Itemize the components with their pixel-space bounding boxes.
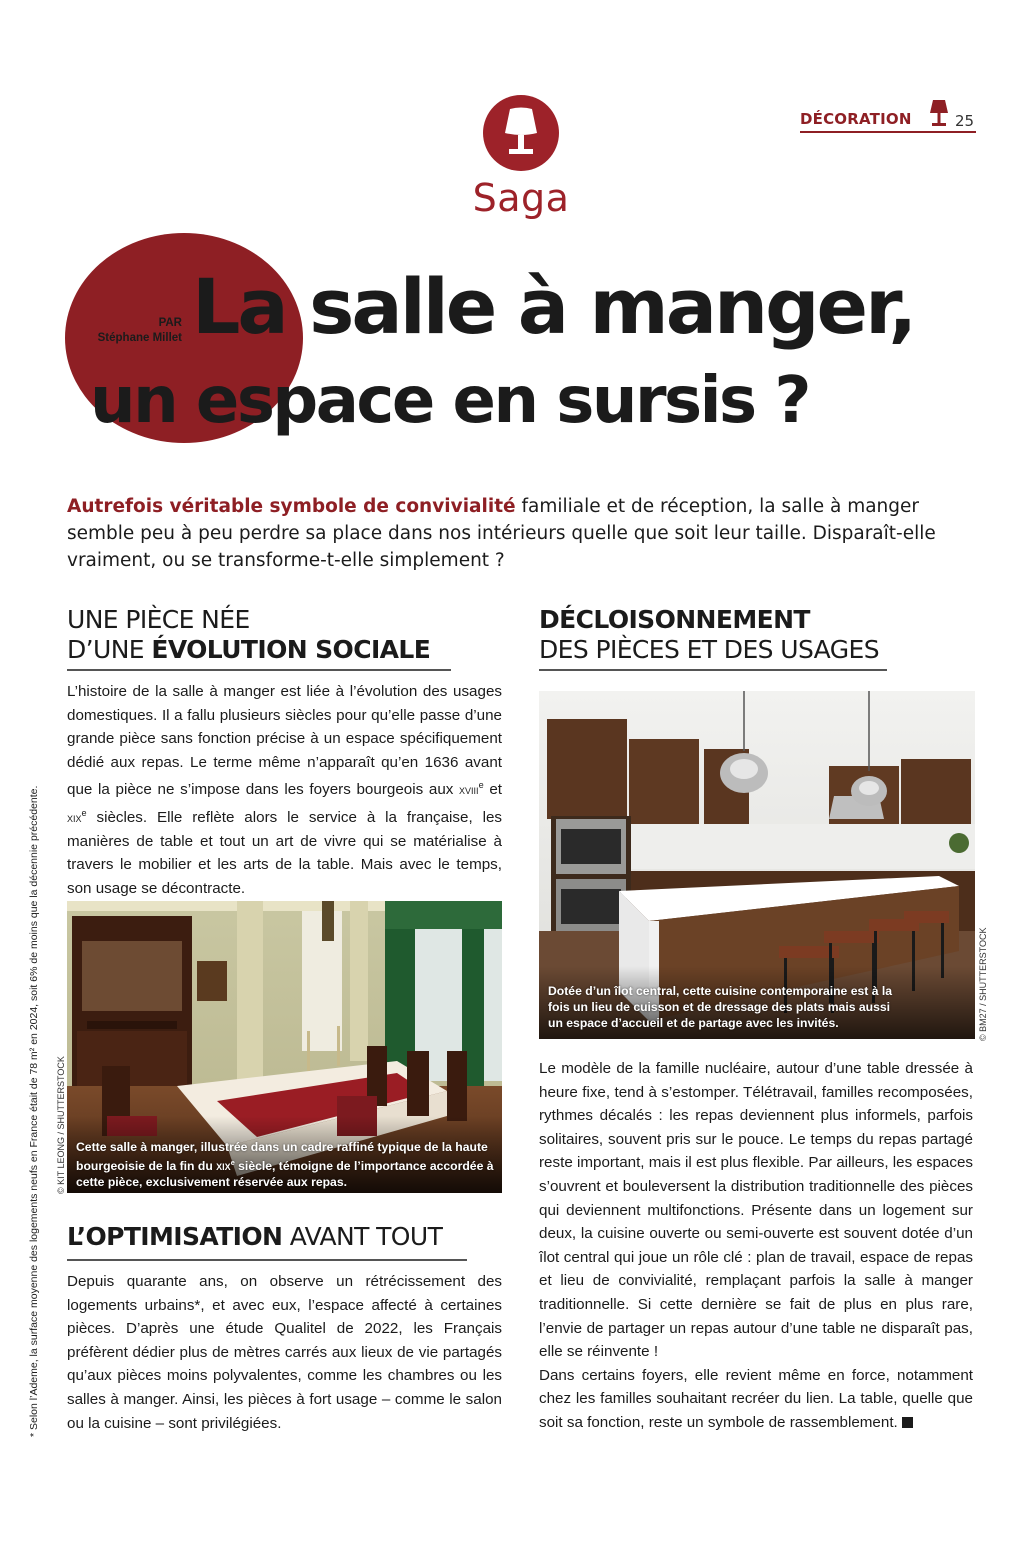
dining-room-photo <box>67 901 502 1193</box>
heading-bold: L’OPTIMISATION <box>67 1222 283 1251</box>
body-text: L’histoire de la salle à manger est liée à l’évolution des usages domestiques. Il a fallu plusieurs siècles pour qu’elle passe d’une grande pièce sans fonction précise à un espace spécifiquement dédié aux repas. Le terme même n’apparaît qu’en 1636 avant que la pièce ne s’impose dans les foyers bourgeois aux <box>67 683 502 799</box>
body-text: siècles. Elle reflète alors le service à la française, les manières de table et tout un art de vivre qui se matérialise à travers le mobilier et les arts de la table. Mais avec le temps, son usage se décontracte. <box>67 809 502 897</box>
heading-rule <box>67 669 451 671</box>
section3-body <box>539 1057 973 1435</box>
author-name: Stéphane Millet <box>97 332 182 344</box>
photo2-credit: © BM27 / SHUTTERSTOCK <box>978 927 988 1041</box>
century-numeral: xviii <box>459 782 479 798</box>
section-label: DÉCORATION <box>800 110 912 128</box>
body-text: Le modèle de la famille nucléaire, autour d’une table dressée à heure fixe, tend à s’estomper. Télétravail, familles recomposées, rythmes décalés : les repas deviennent plus informels, parfois solitaires, souvent pris sur le pouce. Le temps du repas partagé reste important, mais il est plus flexible. Par ailleurs, les espaces s’ouvrent et bouleversent la distribution traditionnelle des pièces qui deviennent multifonctions. Présente dans un logement sur deux, la cuisine ouverte ou semi-ouverte est souvent dotée d’un îlot central qui joue un rôle clé : plan de travail, espace de repas et lieu de convivialité, remplaçant parfois la salle à manger traditionnelle. Si cette dernière se fait de plus en plus rare, l’envie de partager un repas autour d’une table ne disparaît pas, elle se réinvente ! <box>539 1060 973 1361</box>
heading-rule <box>539 669 887 671</box>
headline-line1: La salle à manger, <box>192 262 915 351</box>
end-mark <box>902 1417 913 1428</box>
section-heading-decloisonnement <box>539 605 969 665</box>
century-numeral: xix <box>216 1159 231 1174</box>
rubric-logo <box>483 95 559 171</box>
body-text: Dans certains foyers, elle revient même en force, notamment chez les familles souhaitant recréer du lien. La table, quelle que soit sa fonction, reste un symbole de rassemblement. <box>539 1366 973 1431</box>
section-heading-social <box>67 605 457 665</box>
heading-light: AVANT TOUT <box>282 1222 443 1251</box>
photo1-caption <box>76 1139 496 1190</box>
section1-body <box>67 680 502 900</box>
section-rule <box>800 131 976 133</box>
century-numeral: xix <box>67 810 82 826</box>
lamp-icon <box>929 99 949 129</box>
rubric-title: Saga <box>472 176 570 220</box>
heading-rule <box>67 1259 467 1261</box>
kitchen-photo <box>539 691 975 1039</box>
page-number: 25 <box>955 112 975 130</box>
photo1-credit: © KIT LEONG / SHUTTERSTOCK <box>56 1056 66 1194</box>
heading-line2-light: D’UNE <box>67 635 152 664</box>
photo2-caption: Dotée d’un îlot central, cette cuisine contemporaine est à la fois un lieu de cuisson et de dressage des plats mais aussi un espace d’accueil et de partage avec les invités. <box>548 984 893 1030</box>
headline-line2: un espace en sursis ? <box>90 364 810 438</box>
heading-line2-bold: ÉVOLUTION SOCIALE <box>151 635 431 664</box>
body-text: Depuis quarante ans, on observe un rétrécissement des logements urbains*, et avec eux, l’espace affecté à certaines pièces. D’après une étude Qualitel de 2022, les Français préfèrent dédier plus de mètres carrés aux lieux de vie partagés qu’aux pièces moins polyvalentes, comme les chambres ou les salles à manger. Ainsi, les pièces à fort usage – comme le salon ou la cuisine – sont privilégiées. <box>67 1273 502 1432</box>
footnote: * Selon l’Ademe, la surface moyenne des logements neufs en France était de 78 m² en 2024, soit 6% de moins que la décennie précédente. <box>28 785 40 1437</box>
standfirst-lead: Autrefois véritable symbole de convivialité <box>67 496 516 517</box>
heading-line1: DÉCLOISONNEMENT <box>539 605 810 634</box>
section2-body <box>67 1270 502 1435</box>
ordinal-sup: e <box>230 1158 235 1167</box>
heading-line1: UNE PIÈCE NÉE <box>67 605 250 634</box>
ordinal-sup: e <box>478 780 484 791</box>
lamp-icon <box>501 107 541 159</box>
standfirst <box>67 493 987 574</box>
heading-line2: DES PIÈCES ET DES USAGES <box>539 635 879 664</box>
ordinal-sup: e <box>81 808 87 819</box>
caption-text: Cette salle à manger, illustrée dans un cadre raffiné typique de la haute bourgeoisie de la fin du <box>76 1140 488 1174</box>
byline-prefix: PAR <box>158 317 182 329</box>
standfirst-text: familiale et de réception, la salle à manger semble peu à peu perdre sa place dans nos intérieurs quelle que soit leur taille. Disparaît-elle vraiment, ou se transforme-t-elle simplement ? <box>67 496 936 571</box>
section-heading-optimisation <box>67 1222 487 1252</box>
body-text: et <box>483 781 502 799</box>
byline <box>70 316 182 346</box>
caption-text: siècle, témoigne de l’importance accordée à cette pièce, exclusivement réservée aux repas. <box>76 1159 494 1190</box>
